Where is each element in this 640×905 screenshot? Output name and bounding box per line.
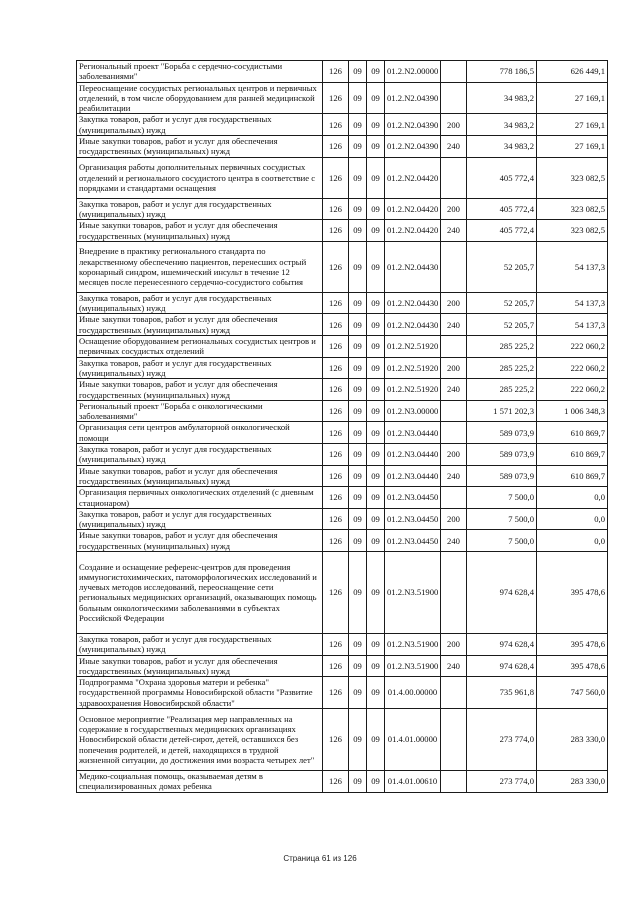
amount-year1-cell: 52 205,7 — [467, 241, 537, 292]
target-article-cell: 01.2.N3.04450 — [385, 508, 441, 530]
subsection-code-cell: 09 — [367, 508, 385, 530]
row-name-cell: Иные закупки товаров, работ и услуг для обеспечения государственных (муниципальных) нужд — [77, 379, 323, 401]
ministry-code-cell: 126 — [323, 292, 349, 314]
amount-year1-cell: 7 500,0 — [467, 530, 537, 552]
target-article-cell: 01.2.N2.04430 — [385, 314, 441, 336]
expense-type-cell: 240 — [441, 379, 467, 401]
row-name-cell: Организация работы дополнительных первичных сосудистых отделений и регионального сосудистого центра в соответствие с порядками и стандартами оснащения — [77, 157, 323, 198]
table-row — [77, 198, 608, 220]
subsection-code-cell: 09 — [367, 61, 385, 83]
table-row — [77, 487, 608, 509]
page-number: Страница 61 из 126 — [283, 854, 357, 863]
expense-type-cell — [441, 422, 467, 444]
row-name-cell: Закупка товаров, работ и услуг для государственных (муниципальных) нужд — [77, 357, 323, 379]
expense-type-cell — [441, 551, 467, 633]
section-code-cell: 09 — [349, 292, 367, 314]
amount-year2-cell: 395 478,6 — [537, 633, 608, 655]
table-row — [77, 633, 608, 655]
expense-type-cell: 200 — [441, 444, 467, 466]
table-row — [77, 220, 608, 242]
ministry-code-cell: 126 — [323, 400, 349, 422]
ministry-code-cell: 126 — [323, 379, 349, 401]
section-code-cell: 09 — [349, 633, 367, 655]
table-body — [77, 61, 608, 793]
amount-year2-cell: 0,0 — [537, 487, 608, 509]
row-name-cell: Создание и оснащение референс-центров для проведения иммуногистохимических, патоморфологических исследований и лучевых методов исследований, переоснащение сети региональных медицинских организаций, оказывающих помощь больным онкологическими заболеваниями в субъектах Российской Федерации — [77, 551, 323, 633]
row-name-cell: Закупка товаров, работ и услуг для государственных (муниципальных) нужд — [77, 508, 323, 530]
amount-year2-cell: 283 330,0 — [537, 709, 608, 771]
amount-year1-cell: 285 225,2 — [467, 357, 537, 379]
amount-year1-cell: 405 772,4 — [467, 220, 537, 242]
table-row — [77, 82, 608, 114]
amount-year1-cell: 735 961,8 — [467, 677, 537, 709]
amount-year2-cell: 323 082,5 — [537, 220, 608, 242]
table-row — [77, 136, 608, 158]
expense-type-cell: 200 — [441, 508, 467, 530]
expense-type-cell — [441, 241, 467, 292]
section-code-cell: 09 — [349, 400, 367, 422]
section-code-cell: 09 — [349, 198, 367, 220]
ministry-code-cell: 126 — [323, 677, 349, 709]
ministry-code-cell: 126 — [323, 157, 349, 198]
target-article-cell: 01.2.N3.04440 — [385, 422, 441, 444]
table-row — [77, 379, 608, 401]
row-name-cell: Региональный проект "Борьба с онкологическими заболеваниями" — [77, 400, 323, 422]
amount-year2-cell: 395 478,6 — [537, 551, 608, 633]
section-code-cell: 09 — [349, 220, 367, 242]
target-article-cell: 01.4.00.00000 — [385, 677, 441, 709]
amount-year2-cell: 395 478,6 — [537, 655, 608, 677]
table-row — [77, 465, 608, 487]
row-name-cell: Закупка товаров, работ и услуг для государственных (муниципальных) нужд — [77, 198, 323, 220]
ministry-code-cell: 126 — [323, 136, 349, 158]
subsection-code-cell: 09 — [367, 114, 385, 136]
expense-type-cell — [441, 487, 467, 509]
expense-type-cell: 240 — [441, 655, 467, 677]
table-row — [77, 677, 608, 709]
target-article-cell: 01.2.N3.04450 — [385, 487, 441, 509]
amount-year1-cell: 7 500,0 — [467, 508, 537, 530]
section-code-cell: 09 — [349, 771, 367, 793]
row-name-cell: Иные закупки товаров, работ и услуг для обеспечения государственных (муниципальных) нужд — [77, 655, 323, 677]
amount-year2-cell: 54 137,3 — [537, 314, 608, 336]
expense-type-cell — [441, 709, 467, 771]
ministry-code-cell: 126 — [323, 633, 349, 655]
row-name-cell: Иные закупки товаров, работ и услуг для обеспечения государственных (муниципальных) нужд — [77, 465, 323, 487]
target-article-cell: 01.2.N2.04420 — [385, 220, 441, 242]
target-article-cell: 01.2.N3.51900 — [385, 655, 441, 677]
table-row — [77, 357, 608, 379]
ministry-code-cell: 126 — [323, 241, 349, 292]
row-name-cell: Закупка товаров, работ и услуг для государственных (муниципальных) нужд — [77, 292, 323, 314]
expense-type-cell — [441, 82, 467, 114]
subsection-code-cell: 09 — [367, 771, 385, 793]
amount-year1-cell: 778 186,5 — [467, 61, 537, 83]
row-name-cell: Иные закупки товаров, работ и услуг для обеспечения государственных (муниципальных) нужд — [77, 530, 323, 552]
expense-type-cell: 240 — [441, 220, 467, 242]
target-article-cell: 01.2.N2.51920 — [385, 336, 441, 358]
ministry-code-cell: 126 — [323, 220, 349, 242]
expense-type-cell: 240 — [441, 314, 467, 336]
amount-year1-cell: 273 774,0 — [467, 771, 537, 793]
section-code-cell: 09 — [349, 530, 367, 552]
budget-table — [76, 60, 608, 793]
amount-year2-cell: 323 082,5 — [537, 198, 608, 220]
target-article-cell: 01.2.N3.00000 — [385, 400, 441, 422]
subsection-code-cell: 09 — [367, 241, 385, 292]
section-code-cell: 09 — [349, 82, 367, 114]
target-article-cell: 01.2.N3.04440 — [385, 444, 441, 466]
expense-type-cell — [441, 336, 467, 358]
subsection-code-cell: 09 — [367, 314, 385, 336]
expense-type-cell: 240 — [441, 465, 467, 487]
ministry-code-cell: 126 — [323, 314, 349, 336]
section-code-cell: 09 — [349, 357, 367, 379]
section-code-cell: 09 — [349, 314, 367, 336]
amount-year1-cell: 34 983,2 — [467, 82, 537, 114]
row-name-cell: Закупка товаров, работ и услуг для государственных (муниципальных) нужд — [77, 633, 323, 655]
target-article-cell: 01.2.N2.00000 — [385, 61, 441, 83]
target-article-cell: 01.2.N2.04430 — [385, 241, 441, 292]
ministry-code-cell: 126 — [323, 709, 349, 771]
row-name-cell: Иные закупки товаров, работ и услуг для обеспечения государственных (муниципальных) нужд — [77, 136, 323, 158]
row-name-cell: Подпрограмма "Охрана здоровья матери и ребенка" государственной программы Новосибирской области "Развитие здравоохранения Новосибирской области" — [77, 677, 323, 709]
section-code-cell: 09 — [349, 551, 367, 633]
subsection-code-cell: 09 — [367, 82, 385, 114]
subsection-code-cell: 09 — [367, 487, 385, 509]
amount-year1-cell: 34 983,2 — [467, 114, 537, 136]
ministry-code-cell: 126 — [323, 465, 349, 487]
table-row — [77, 314, 608, 336]
subsection-code-cell: 09 — [367, 136, 385, 158]
target-article-cell: 01.2.N2.04390 — [385, 114, 441, 136]
row-name-cell: Оснащение оборудованием региональных сосудистых центров и первичных сосудистых отделений — [77, 336, 323, 358]
table-row — [77, 422, 608, 444]
ministry-code-cell: 126 — [323, 551, 349, 633]
amount-year1-cell: 589 073,9 — [467, 465, 537, 487]
amount-year1-cell: 7 500,0 — [467, 487, 537, 509]
table-row — [77, 444, 608, 466]
expense-type-cell: 200 — [441, 357, 467, 379]
row-name-cell: Внедрение в практику регионального стандарта по лекарственному обеспечению пациентов, перенесших острый коронарный синдром, ишемический инсульт в течение 12 месяцев после перенесенного сердечно-сосудистого события — [77, 241, 323, 292]
subsection-code-cell: 09 — [367, 198, 385, 220]
table-row — [77, 292, 608, 314]
section-code-cell: 09 — [349, 444, 367, 466]
section-code-cell: 09 — [349, 655, 367, 677]
amount-year2-cell: 323 082,5 — [537, 157, 608, 198]
ministry-code-cell: 126 — [323, 508, 349, 530]
subsection-code-cell: 09 — [367, 400, 385, 422]
amount-year2-cell: 1 006 348,3 — [537, 400, 608, 422]
ministry-code-cell: 126 — [323, 422, 349, 444]
amount-year2-cell: 54 137,3 — [537, 241, 608, 292]
table-row — [77, 157, 608, 198]
expense-type-cell: 240 — [441, 530, 467, 552]
subsection-code-cell: 09 — [367, 677, 385, 709]
ministry-code-cell: 126 — [323, 336, 349, 358]
subsection-code-cell: 09 — [367, 336, 385, 358]
subsection-code-cell: 09 — [367, 292, 385, 314]
section-code-cell: 09 — [349, 61, 367, 83]
section-code-cell: 09 — [349, 508, 367, 530]
section-code-cell: 09 — [349, 241, 367, 292]
subsection-code-cell: 09 — [367, 157, 385, 198]
amount-year1-cell: 285 225,2 — [467, 379, 537, 401]
subsection-code-cell: 09 — [367, 465, 385, 487]
section-code-cell: 09 — [349, 379, 367, 401]
amount-year1-cell: 405 772,4 — [467, 157, 537, 198]
amount-year2-cell: 27 169,1 — [537, 136, 608, 158]
section-code-cell: 09 — [349, 114, 367, 136]
expense-type-cell — [441, 400, 467, 422]
amount-year2-cell: 0,0 — [537, 508, 608, 530]
expense-type-cell: 200 — [441, 633, 467, 655]
subsection-code-cell: 09 — [367, 633, 385, 655]
ministry-code-cell: 126 — [323, 82, 349, 114]
amount-year2-cell: 610 869,7 — [537, 422, 608, 444]
section-code-cell: 09 — [349, 709, 367, 771]
amount-year2-cell: 27 169,1 — [537, 114, 608, 136]
ministry-code-cell: 126 — [323, 771, 349, 793]
table-row — [77, 241, 608, 292]
row-name-cell: Организация первичных онкологических отделений (с дневным стационаром) — [77, 487, 323, 509]
row-name-cell: Закупка товаров, работ и услуг для государственных (муниципальных) нужд — [77, 114, 323, 136]
row-name-cell: Основное мероприятие "Реализация мер направленных на содержание в государственных медицинских организациях Новосибирской области детей-сирот, детей, оставшихся без попечения родителей, и детей, находящихся в трудной жизненной ситуации, до достижения ими возраста четырех лет" — [77, 709, 323, 771]
expense-type-cell — [441, 61, 467, 83]
amount-year2-cell: 222 060,2 — [537, 336, 608, 358]
section-code-cell: 09 — [349, 157, 367, 198]
row-name-cell: Медико-социальная помощь, оказываемая детям в специализированных домах ребенка — [77, 771, 323, 793]
section-code-cell: 09 — [349, 465, 367, 487]
amount-year2-cell: 610 869,7 — [537, 444, 608, 466]
expense-type-cell: 200 — [441, 198, 467, 220]
amount-year2-cell: 0,0 — [537, 530, 608, 552]
table-row — [77, 400, 608, 422]
target-article-cell: 01.2.N2.04430 — [385, 292, 441, 314]
amount-year1-cell: 589 073,9 — [467, 422, 537, 444]
amount-year1-cell: 34 983,2 — [467, 136, 537, 158]
target-article-cell: 01.2.N2.04390 — [385, 136, 441, 158]
subsection-code-cell: 09 — [367, 220, 385, 242]
ministry-code-cell: 126 — [323, 357, 349, 379]
row-name-cell: Переоснащение сосудистых региональных центров и первичных отделений, в том числе оборудованием для ранней медицинской реабилитации — [77, 82, 323, 114]
table-row — [77, 655, 608, 677]
row-name-cell: Организация сети центров амбулаторной онкологической помощи — [77, 422, 323, 444]
expense-type-cell — [441, 771, 467, 793]
ministry-code-cell: 126 — [323, 61, 349, 83]
target-article-cell: 01.2.N3.04450 — [385, 530, 441, 552]
target-article-cell: 01.2.N2.51920 — [385, 357, 441, 379]
section-code-cell: 09 — [349, 487, 367, 509]
subsection-code-cell: 09 — [367, 551, 385, 633]
table-row — [77, 61, 608, 83]
amount-year1-cell: 589 073,9 — [467, 444, 537, 466]
amount-year2-cell: 626 449,1 — [537, 61, 608, 83]
subsection-code-cell: 09 — [367, 379, 385, 401]
target-article-cell: 01.2.N2.51920 — [385, 379, 441, 401]
section-code-cell: 09 — [349, 677, 367, 709]
amount-year2-cell: 54 137,3 — [537, 292, 608, 314]
amount-year1-cell: 285 225,2 — [467, 336, 537, 358]
row-name-cell: Региональный проект "Борьба с сердечно-сосудистыми заболеваниями" — [77, 61, 323, 83]
subsection-code-cell: 09 — [367, 422, 385, 444]
ministry-code-cell: 126 — [323, 530, 349, 552]
amount-year1-cell: 974 628,4 — [467, 633, 537, 655]
target-article-cell: 01.2.N3.04440 — [385, 465, 441, 487]
amount-year2-cell: 222 060,2 — [537, 379, 608, 401]
table-row — [77, 530, 608, 552]
row-name-cell: Иные закупки товаров, работ и услуг для обеспечения государственных (муниципальных) нужд — [77, 220, 323, 242]
expense-type-cell: 240 — [441, 136, 467, 158]
subsection-code-cell: 09 — [367, 444, 385, 466]
amount-year1-cell: 974 628,4 — [467, 551, 537, 633]
ministry-code-cell: 126 — [323, 487, 349, 509]
amount-year1-cell: 52 205,7 — [467, 292, 537, 314]
expense-type-cell — [441, 157, 467, 198]
amount-year2-cell: 222 060,2 — [537, 357, 608, 379]
subsection-code-cell: 09 — [367, 709, 385, 771]
row-name-cell: Закупка товаров, работ и услуг для государственных (муниципальных) нужд — [77, 444, 323, 466]
table-row — [77, 551, 608, 633]
target-article-cell: 01.2.N2.04420 — [385, 198, 441, 220]
ministry-code-cell: 126 — [323, 198, 349, 220]
target-article-cell: 01.2.N2.04420 — [385, 157, 441, 198]
amount-year2-cell: 610 869,7 — [537, 465, 608, 487]
ministry-code-cell: 126 — [323, 655, 349, 677]
row-name-cell: Иные закупки товаров, работ и услуг для обеспечения государственных (муниципальных) нужд — [77, 314, 323, 336]
target-article-cell: 01.4.01.00610 — [385, 771, 441, 793]
expense-type-cell: 200 — [441, 292, 467, 314]
subsection-code-cell: 09 — [367, 655, 385, 677]
amount-year2-cell: 283 330,0 — [537, 771, 608, 793]
table-row — [77, 709, 608, 771]
table-row — [77, 114, 608, 136]
amount-year1-cell: 405 772,4 — [467, 198, 537, 220]
target-article-cell: 01.2.N3.51900 — [385, 551, 441, 633]
section-code-cell: 09 — [349, 336, 367, 358]
section-code-cell: 09 — [349, 422, 367, 444]
amount-year2-cell: 747 560,0 — [537, 677, 608, 709]
expense-type-cell — [441, 677, 467, 709]
table-row — [77, 336, 608, 358]
section-code-cell: 09 — [349, 136, 367, 158]
ministry-code-cell: 126 — [323, 444, 349, 466]
amount-year1-cell: 974 628,4 — [467, 655, 537, 677]
table-row — [77, 771, 608, 793]
subsection-code-cell: 09 — [367, 530, 385, 552]
amount-year1-cell: 1 571 202,3 — [467, 400, 537, 422]
target-article-cell: 01.2.N3.51900 — [385, 633, 441, 655]
amount-year1-cell: 52 205,7 — [467, 314, 537, 336]
expense-type-cell: 200 — [441, 114, 467, 136]
amount-year1-cell: 273 774,0 — [467, 709, 537, 771]
target-article-cell: 01.2.N2.04390 — [385, 82, 441, 114]
table-row — [77, 508, 608, 530]
amount-year2-cell: 27 169,1 — [537, 82, 608, 114]
ministry-code-cell: 126 — [323, 114, 349, 136]
subsection-code-cell: 09 — [367, 357, 385, 379]
target-article-cell: 01.4.01.00000 — [385, 709, 441, 771]
